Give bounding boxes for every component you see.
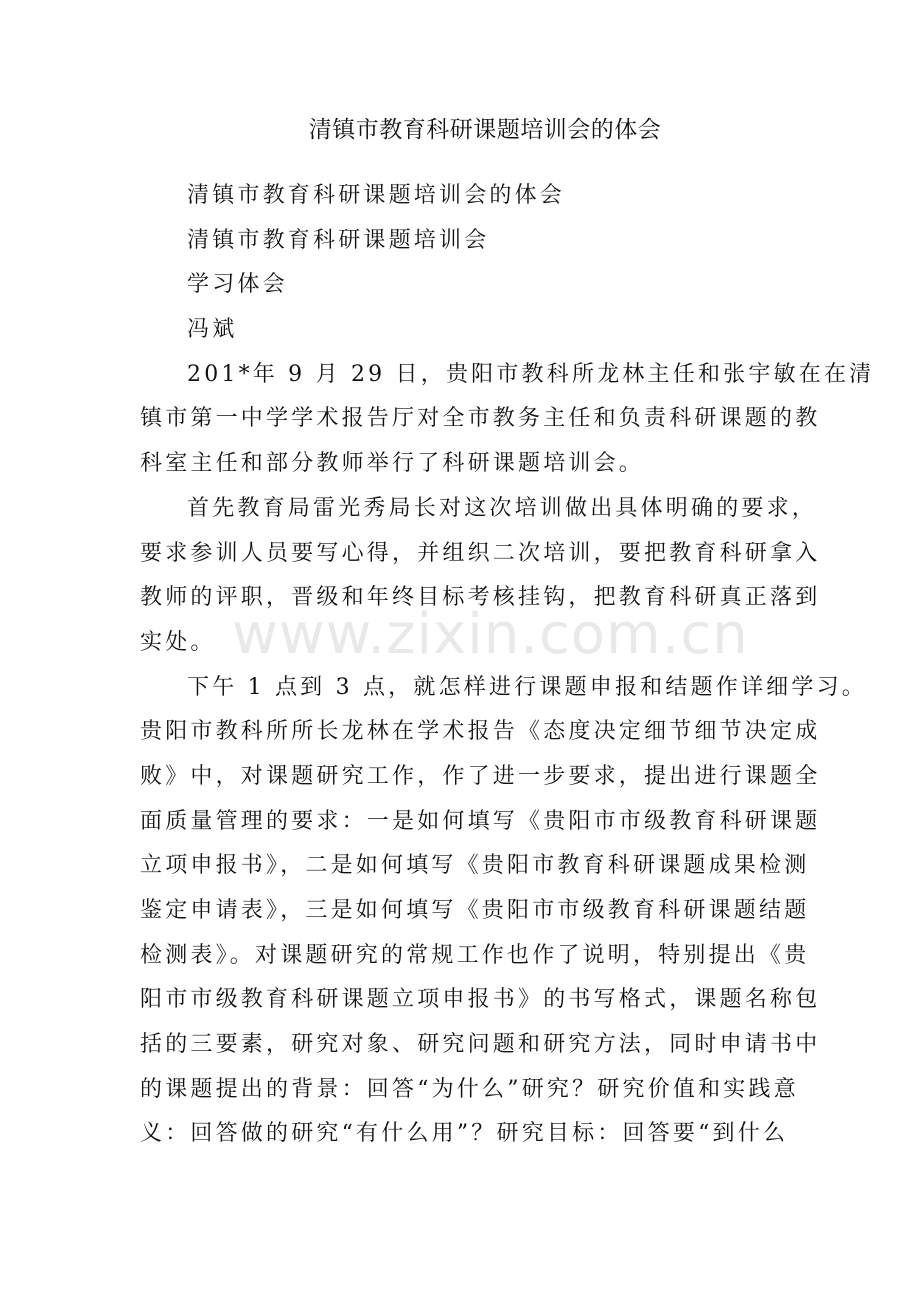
text-line: 括的三要素，研究对象、研究问题和研究方法，同时申请书中	[140, 1032, 821, 1058]
paragraph	[140, 487, 821, 666]
text-line: 201*年 9 月 29 日，贵阳市教科所龙林主任和张宇敏在在清	[187, 361, 875, 387]
paragraph	[140, 174, 785, 219]
text-line: 下午 1 点到 3 点，就怎样进行课题申报和结题作详细学习。	[187, 674, 867, 700]
paragraph	[140, 666, 867, 1158]
text-line: 的课题提出的背景：回答“为什么”研究？研究价值和实践意	[140, 1076, 799, 1102]
text-line: 贵阳市教科所所长龙林在学术报告《态度决定细节细节决定成	[140, 719, 821, 745]
text-line: 立项申报书》，二是如何填写《贵阳市教育科研课题成果检测	[140, 853, 810, 879]
document-body	[140, 174, 875, 1157]
text-line: 科室主任和部分教师举行了科研课题培训会。	[140, 451, 645, 477]
text-line: 义：回答做的研究“有什么用”？研究目标：回答要“到什么	[140, 1121, 789, 1147]
text-line: 教师的评职，晋级和年终目标考核挂钩，把教育科研真正落到	[140, 585, 821, 611]
author-name	[140, 308, 785, 353]
paragraph	[140, 353, 875, 487]
text-line: 检测表》。对课题研究的常规工作也作了说明，特别提出《贵	[140, 942, 810, 968]
text-line: 清镇市教育科研课题培训会的体会	[187, 183, 566, 208]
text-line: 面质量管理的要求：一是如何填写《贵阳市市级教育科研课题	[140, 808, 821, 834]
text-line: 败》中，对课题研究工作，作了进一步要求，提出进行课题全	[140, 763, 821, 789]
text-line: 要求参训人员要写心得，并组织二次培训，要把教育科研拿入	[140, 540, 821, 566]
text-line: 鉴定申请表》，三是如何填写《贵阳市市级教育科研课题结题	[140, 898, 810, 923]
text-line: 阳市市级教育科研课题立项申报书》的书写格式，课题名称包	[140, 987, 821, 1013]
text-line: 镇市第一中学学术报告厅对全市教务主任和负责科研课题的教	[140, 406, 821, 432]
text-line: 清镇市教育科研课题培训会	[187, 227, 490, 253]
text-line: 首先教育局雷光秀局长对这次培训做出具体明确的要求，	[187, 495, 818, 521]
text-line: 实处。	[140, 629, 216, 655]
text-line: 冯斌	[187, 317, 238, 343]
paragraph	[140, 263, 785, 308]
text-line: 学习体会	[187, 272, 288, 298]
watermark: www.zixin.com.cn	[232, 602, 749, 667]
paragraph	[140, 219, 785, 264]
document-title: 清镇市教育科研课题培训会的体会	[308, 117, 662, 143]
